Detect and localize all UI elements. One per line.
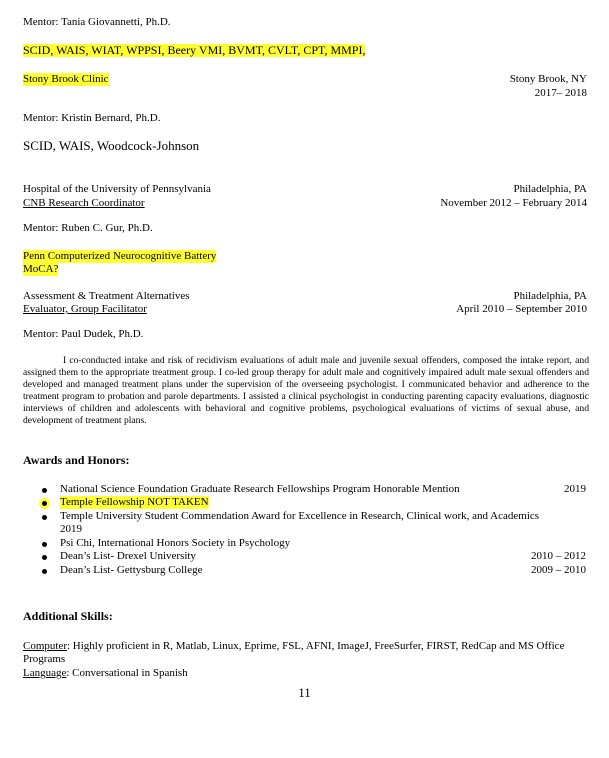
award-item-3: Temple University Student Commendation Award for Excellence in Research, Clinical work, and Academics — [60, 510, 540, 522]
bullet-icon — [42, 555, 47, 560]
award-year-6: 2009 – 2010 — [531, 564, 586, 576]
page-number: 11 — [298, 685, 311, 700]
award-item-3-year: 2019 — [60, 523, 82, 535]
clinic-name: Stony Brook Clinic — [23, 73, 109, 85]
hospital-location: Philadelphia, PA — [513, 183, 587, 195]
bullet-icon — [42, 569, 47, 574]
hospital-dates: November 2012 – February 2014 — [440, 197, 587, 209]
award-year-1: 2019 — [564, 483, 586, 495]
awards-heading: Awards and Honors: — [23, 453, 130, 467]
job-description: I co-conducted intake and risk of recidivism evaluations of adult male and juvenile sexual offenders, composed the intake report, and assigned them to the appropriate treatment group. I co-led group therapy for adult male and cognitively impaired adult male sexual offenders and developed and managed treatment plans under the supervision of the overseeing psychologist. I communicated behavior and adherence to the treatment program to probation and parole departments. I assisted a clinical psychologist in conducting parenting capacity evaluations, diagnostic interviews of children and adolescents with behavioral and cognitive problems, psychological evaluations of victims of sexual abuse, and development of treatment plans. — [23, 355, 589, 426]
mentor-line-4: Mentor: Paul Dudek, Ph.D. — [23, 328, 144, 340]
job-title: CNB Research Coordinator — [23, 197, 145, 209]
ata-location: Philadelphia, PA — [513, 290, 587, 302]
ata-dates: April 2010 – September 2010 — [456, 303, 587, 315]
language-skills — [23, 667, 188, 680]
skills-heading: Additional Skills: — [23, 609, 113, 623]
award-item-4: Psi Chi, International Honors Society in Psychology — [60, 537, 291, 549]
bullet-icon — [42, 542, 47, 547]
clinic-location: Stony Brook, NY — [509, 73, 587, 85]
ata-job-title: Evaluator, Group Facilitator — [23, 303, 147, 315]
computer-text: : Highly proficient in R, Matlab, Linux, Eprime, FSL, AFNI, ImageJ, FreeSurfer, FIRST, RedCap and MS Office — [67, 640, 565, 652]
computer-skills — [23, 640, 564, 653]
bullet-icon — [42, 501, 47, 506]
award-item-2-highlighted: Temple Fellowship NOT TAKEN — [60, 496, 209, 508]
award-item-6: Dean’s List- Gettysburg College — [60, 564, 203, 576]
tool-1-highlighted: Penn Computerized Neurocognitive Battery — [23, 250, 217, 262]
language-text: : Conversational in Spanish — [66, 667, 188, 679]
award-item-1: National Science Foundation Graduate Research Fellowships Program Honorable Mention — [60, 483, 460, 495]
ata-org-name: Assessment & Treatment Alternatives — [23, 290, 190, 302]
mentor-line: Mentor: Tania Giovannetti, Ph.D. — [23, 16, 171, 28]
hospital-name: Hospital of the University of Pennsylvania — [23, 183, 211, 195]
bullet-icon — [42, 488, 47, 493]
mentor-line-2: Mentor: Kristin Bernard, Ph.D. — [23, 112, 161, 124]
language-label: Language — [23, 667, 67, 679]
computer-label: Computer — [23, 640, 67, 652]
tool-2-highlighted: MoCA? — [23, 263, 59, 275]
award-item-5: Dean’s List- Drexel University — [60, 550, 196, 562]
award-year-5: 2010 – 2012 — [531, 550, 586, 562]
computer-skills-cont: Programs — [23, 653, 66, 665]
test-list-2: SCID, WAIS, Woodcock-Johnson — [23, 138, 200, 153]
test-list-highlighted: SCID, WAIS, WIAT, WPPSI, Beery VMI, BVMT, CVLT, CPT, MMPI, — [23, 43, 366, 57]
bullet-icon — [42, 515, 47, 520]
mentor-line-3: Mentor: Ruben C. Gur, Ph.D. — [23, 222, 153, 234]
clinic-dates: 2017– 2018 — [534, 87, 587, 99]
